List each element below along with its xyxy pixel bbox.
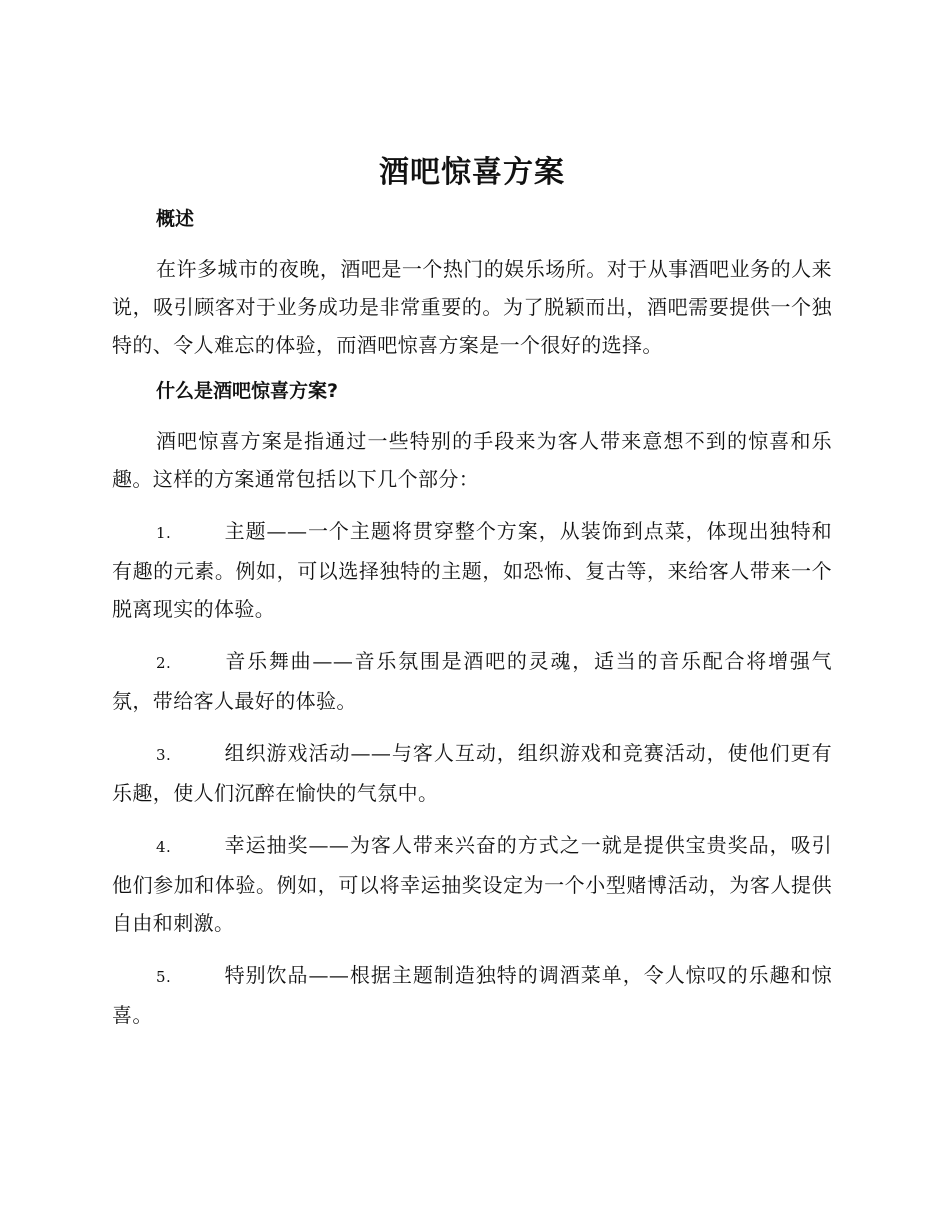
list-item — [112, 956, 832, 1034]
list-item-number: 2. — [156, 654, 172, 672]
list-item-text: 主题——一个主题将贯穿整个方案，从装饰到点菜，体现出独特和有趣的元素。例如，可以选择独特的主题，如恐怖、复古等，来给客人带来一个脱离现实的体验。 — [112, 519, 832, 621]
list-item — [112, 734, 832, 812]
document-title: 酒吧惊喜方案 — [379, 155, 565, 190]
list-item-text: 音乐舞曲——音乐氛围是酒吧的灵魂，适当的音乐配合将增强气氛，带给客人最好的体验。 — [112, 649, 832, 713]
list-item — [112, 826, 832, 942]
paragraph-overview: 在许多城市的夜晚，酒吧是一个热门的娱乐场所。对于从事酒吧业务的人来说，吸引顾客对于业务成功是非常重要的。为了脱颖而出，酒吧需要提供一个独特的、令人难忘的体验，而酒吧惊喜方案是一个很好的选择。 — [112, 257, 832, 357]
list-item — [112, 642, 832, 720]
list-item-text: 组织游戏活动——与客人互动，组织游戏和竞赛活动，使他们更有乐趣，使人们沉醉在愉快的气氛中。 — [112, 741, 832, 805]
numbered-list — [112, 512, 832, 1034]
paragraph-what-is: 酒吧惊喜方案是指通过一些特别的手段来为客人带来意想不到的惊喜和乐趣。这样的方案通常包括以下几个部分： — [112, 429, 832, 491]
list-item-text: 幸运抽奖——为客人带来兴奋的方式之一就是提供宝贵奖品，吸引他们参加和体验。例如，可以将幸运抽奖设定为一个小型赌博活动，为客人提供自由和刺激。 — [112, 833, 832, 935]
list-item-text: 特别饮品——根据主题制造独特的调酒菜单，令人惊叹的乐趣和惊喜。 — [112, 963, 832, 1027]
list-item-number: 3. — [156, 746, 172, 764]
section-heading-overview: 概述 — [156, 208, 195, 230]
section-heading-what-is: 什么是酒吧惊喜方案? — [156, 380, 339, 402]
document-page — [112, 150, 832, 1034]
list-item — [112, 512, 832, 628]
list-item-number: 5. — [156, 968, 172, 986]
list-item-number: 4. — [156, 838, 172, 856]
list-item-number: 1. — [156, 524, 172, 542]
